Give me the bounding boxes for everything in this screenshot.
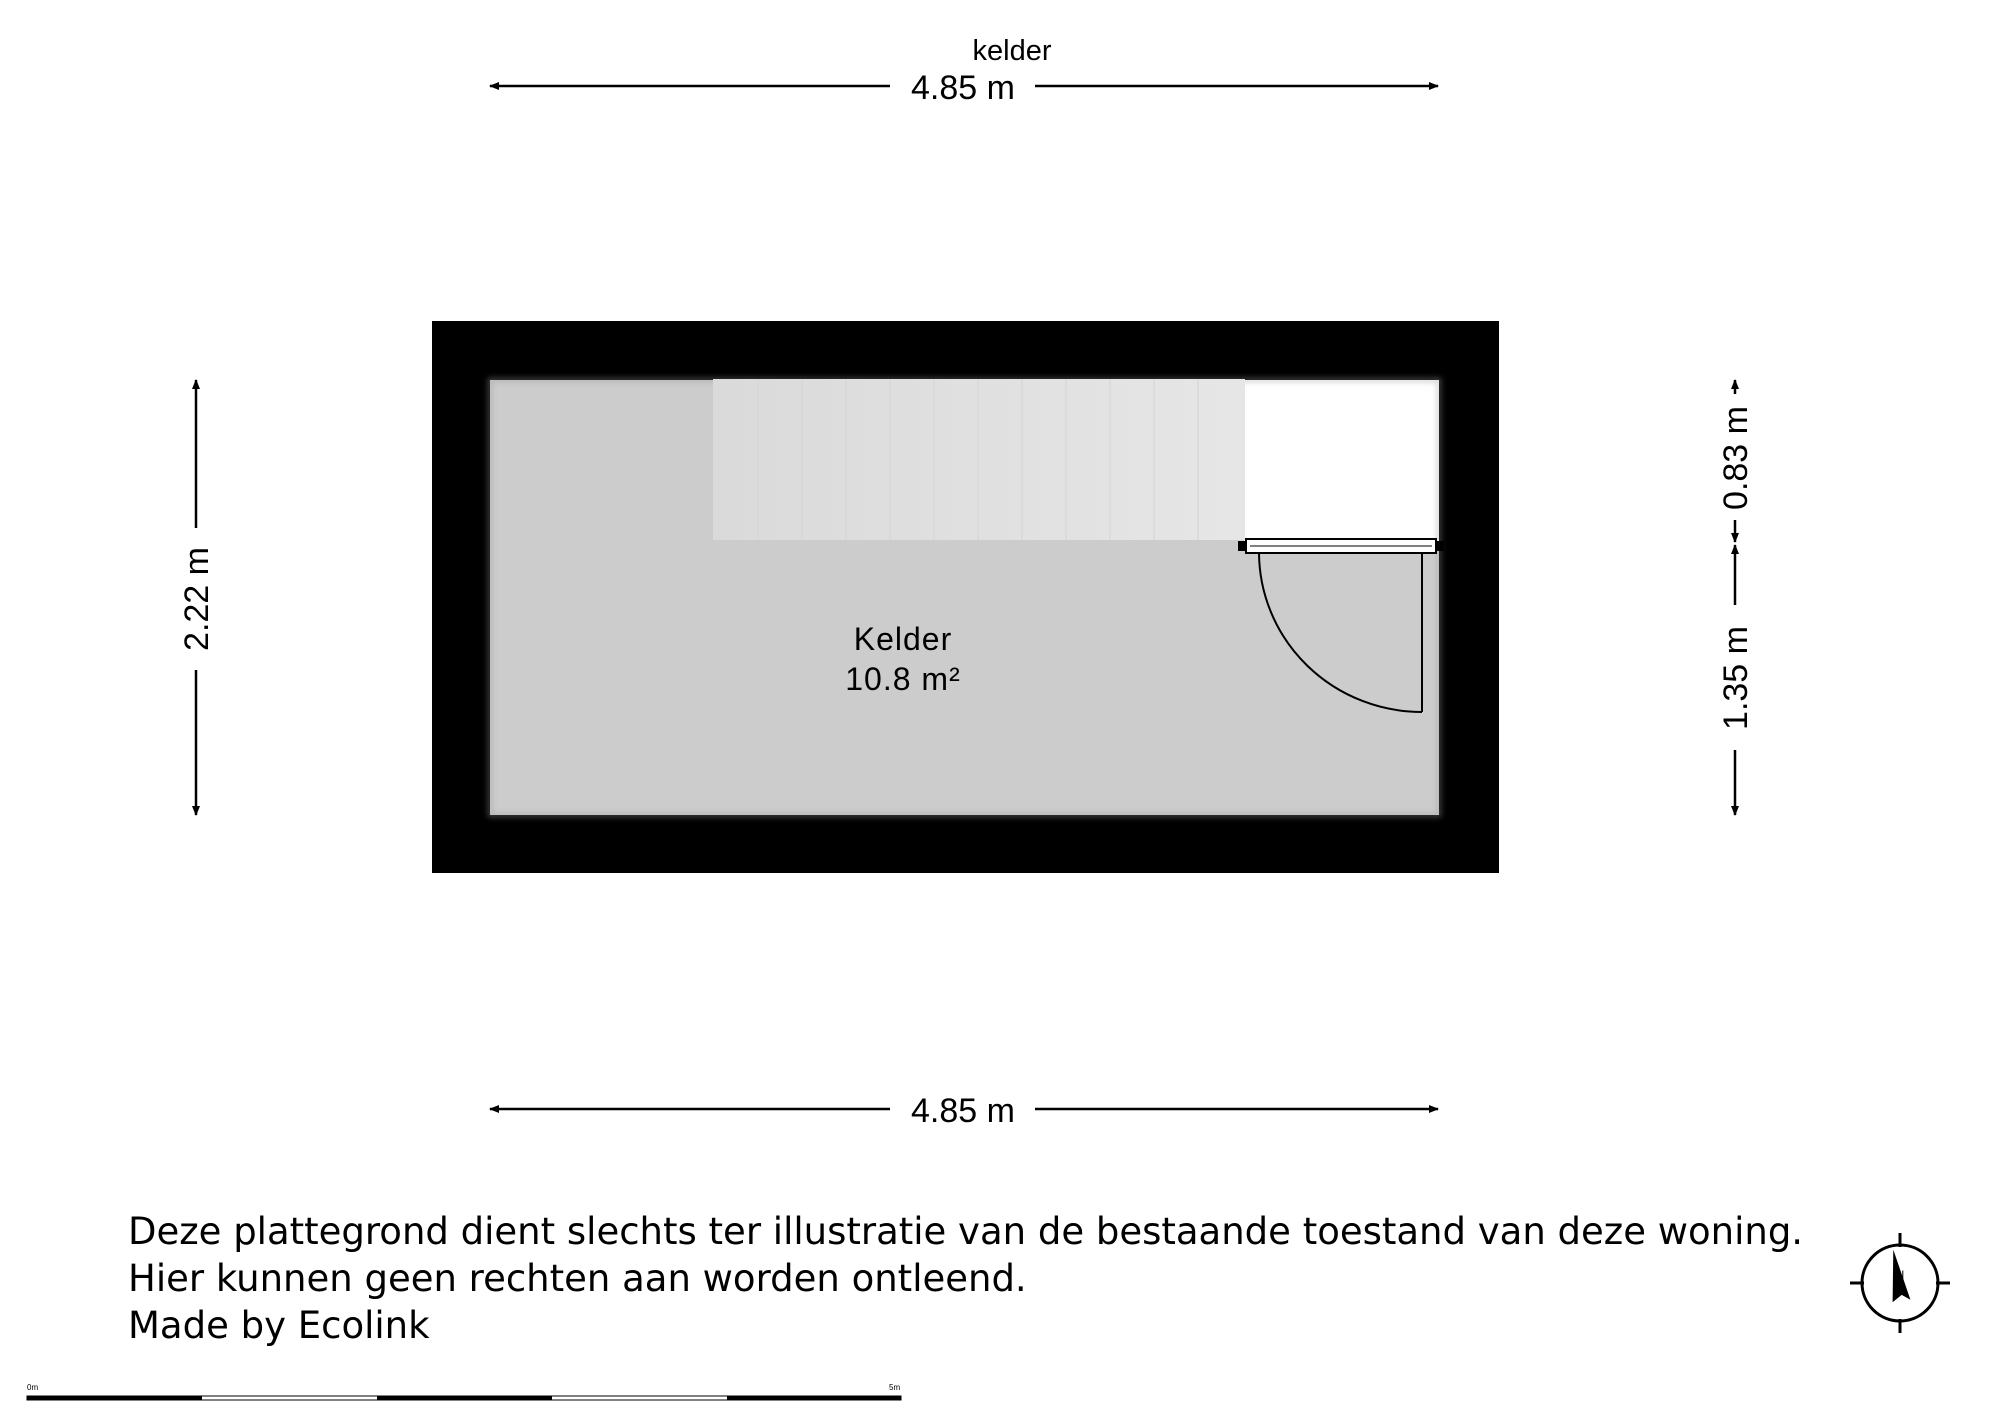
right-dimension-upper — [1717, 380, 1755, 542]
top-dimension-label: 4.85 m — [911, 69, 1015, 107]
stairs — [713, 379, 1245, 540]
disclaimer — [128, 1208, 1803, 1349]
right-dimension-lower-label: 1.35 m — [1717, 626, 1755, 730]
scale-bar — [27, 1383, 901, 1400]
left-dimension-label: 2.22 m — [178, 547, 216, 651]
scale-bar-start-label: 0m — [27, 1383, 39, 1392]
compass-north-label: N — [1895, 1268, 1905, 1282]
scale-bar-end-label: 5m — [889, 1383, 901, 1392]
disclaimer-line-1: Deze plattegrond dient slechts ter illustratie van de bestaande toestand van deze woning. — [128, 1210, 1804, 1253]
disclaimer-line-2: Hier kunnen geen rechten aan worden ontleend. — [128, 1257, 1027, 1300]
right-dimension-lower — [1717, 545, 1755, 815]
left-dimension — [178, 380, 216, 815]
top-dimension — [490, 69, 1438, 107]
bottom-dimension — [490, 1092, 1438, 1130]
room-name: Kelder — [853, 621, 953, 657]
right-dimension-upper-label: 0.83 m — [1717, 406, 1755, 510]
bottom-dimension-label: 4.85 m — [911, 1092, 1015, 1130]
compass-icon — [1850, 1233, 1950, 1333]
room-area: 10.8 m² — [845, 661, 961, 697]
floor-title: kelder — [972, 35, 1052, 67]
disclaimer-line-3: Made by Ecolink — [128, 1304, 430, 1347]
